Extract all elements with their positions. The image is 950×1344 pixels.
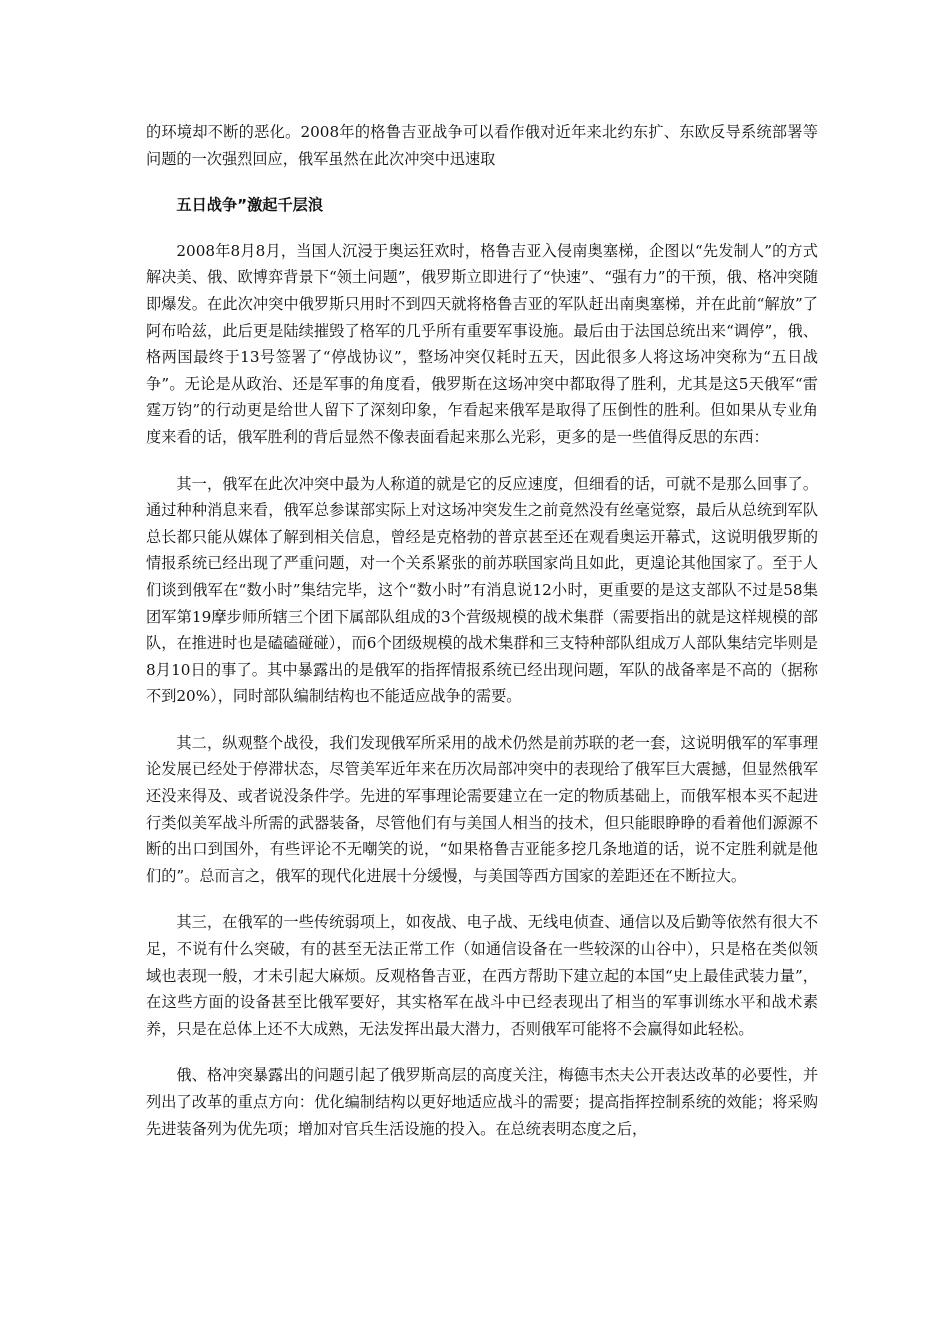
document-body: [146, 119, 818, 1142]
paragraph-5: 俄、格冲突暴露出的问题引起了俄罗斯高层的高度关注，梅德韦杰夫公开表达改革的必要性，并列出了改革的重点方向：优化编制结构以更好地适应战斗的需要；提高指挥控制系统的效能；将采购先进装备列为优先项；增加对官兵生活设施的投入。在总统表明态度之后，: [146, 1066, 818, 1138]
section-heading: 五日战争”激起千层浪: [176, 196, 324, 215]
paragraph-3: 其二，纵观整个战役，我们发现俄军所采用的战术仍然是前苏联的老一套，这说明俄军的军事理论发展已经处于停滞状态，尽管美军近年来在历次局部冲突中的表现给了俄军巨大震撼，但显然俄军还没来得及、或者说没条件学。先进的军事理论需要建立在一定的物质基础上，而俄军根本买不起进行类似美军战斗所需的武器装备，尽管他们有与美国人相当的技术，但只能眼睁睁的看着他们源源不断的出口到国外，有些评论不无嘲笑的说，“如果格鲁吉亚能多挖几条地道的话，说不定胜利就是他们的”。总而言之，俄军的现代化进展十分缓慢，与美国等西方国家的差距还在不断拉大。: [146, 733, 818, 885]
paragraph-1: 2008年8月8月，当国人沉浸于奥运狂欢时，格鲁吉亚入侵南奥塞梯，企图以“先发制人”的方式解决美、俄、欧博弈背景下“领土问题”，俄罗斯立即进行了“快速”、“强有力”的干预，俄、格冲突随即爆发。在此次冲突中俄罗斯只用时不到四天就将格鲁吉亚的军队赶出南奥塞梯，并在此前“解放”了阿布哈兹，此后更是陆续摧毁了格军的几乎所有重要军事设施。最后由于法国总统出来“调停”，俄、格两国最终于13号签署了“停战协议”，整场冲突仅耗时五天，因此很多人将这场冲突称为“五日战争”。无论是从政治、还是军事的角度看，俄罗斯在这场冲突中都取得了胜利，尤其是这5天俄军“雷霆万钧”的行动更是给世人留下了深刻印象，乍看起来俄军是取得了压倒性的胜利。但如果从专业角度来看的话，俄军胜利的背后显然不像表面看起来那么光彩，更多的是一些值得反思的东西：: [146, 241, 818, 446]
paragraph-2: 其一，俄军在此次冲突中最为人称道的就是它的反应速度，但细看的话，可就不是那么回事了。通过种种消息来看，俄军总参谋部实际上对这场冲突发生之前竟然没有丝毫觉察，最后从总统到军队总长都只能从媒体了解到相关信息，曾经是克格勃的普京甚至还在观看奥运开幕式，这说明俄罗斯的情报系统已经出现了严重问题，对一个关系紧张的前苏联国家尚且如此，更遑论其他国家了。至于人们谈到俄军在“数小时”集结完毕，这个“数小时”有消息说12小时，更重要的是这支部队不过是58集团军第19摩步师所辖三个团下属部队组成的3个营级规模的战术集群（需要指出的就是这样规模的部队，在推进时也是磕磕碰碰），而6个团级规模的战术集群和三支特种部队组成万人部队集结完毕则是8月10日的事了。其中暴露出的是俄军的指挥情报系统已经出现问题，军队的战备率是不高的（据称不到20%），同时部队编制结构也不能适应战争的需要。: [146, 474, 818, 706]
paragraph-spacer: [146, 1042, 818, 1062]
paragraph-4: 其三，在俄军的一些传统弱项上，如夜战、电子战、无线电侦查、通信以及后勤等依然有很大不足，不说有什么突破，有的甚至无法正常工作（如通信设备在一些较深的山谷中），只是格在类似领域也表现一般，才未引起大麻烦。反观格鲁吉亚，在西方帮助下建立起的本国“史上最佳武装力量”，在这些方面的设备甚至比俄军要好，其实格军在战斗中已经表现出了相当的军事训练水平和战术素养，只是在总体上还不大成熟，无法发挥出最大潜力，否则俄军可能将不会赢得如此轻松。: [146, 913, 818, 1038]
paragraph-spacer: [146, 710, 818, 730]
paragraph-spacer: [146, 889, 818, 909]
paragraph-spacer: [146, 451, 818, 471]
intro-paragraph: 的环境却不断的恶化。2008年的格鲁吉亚战争可以看作俄对近年来北约东扩、东欧反导系统部署等问题的一次强烈回应，俄军虽然在此次冲突中迅速取: [146, 123, 818, 168]
